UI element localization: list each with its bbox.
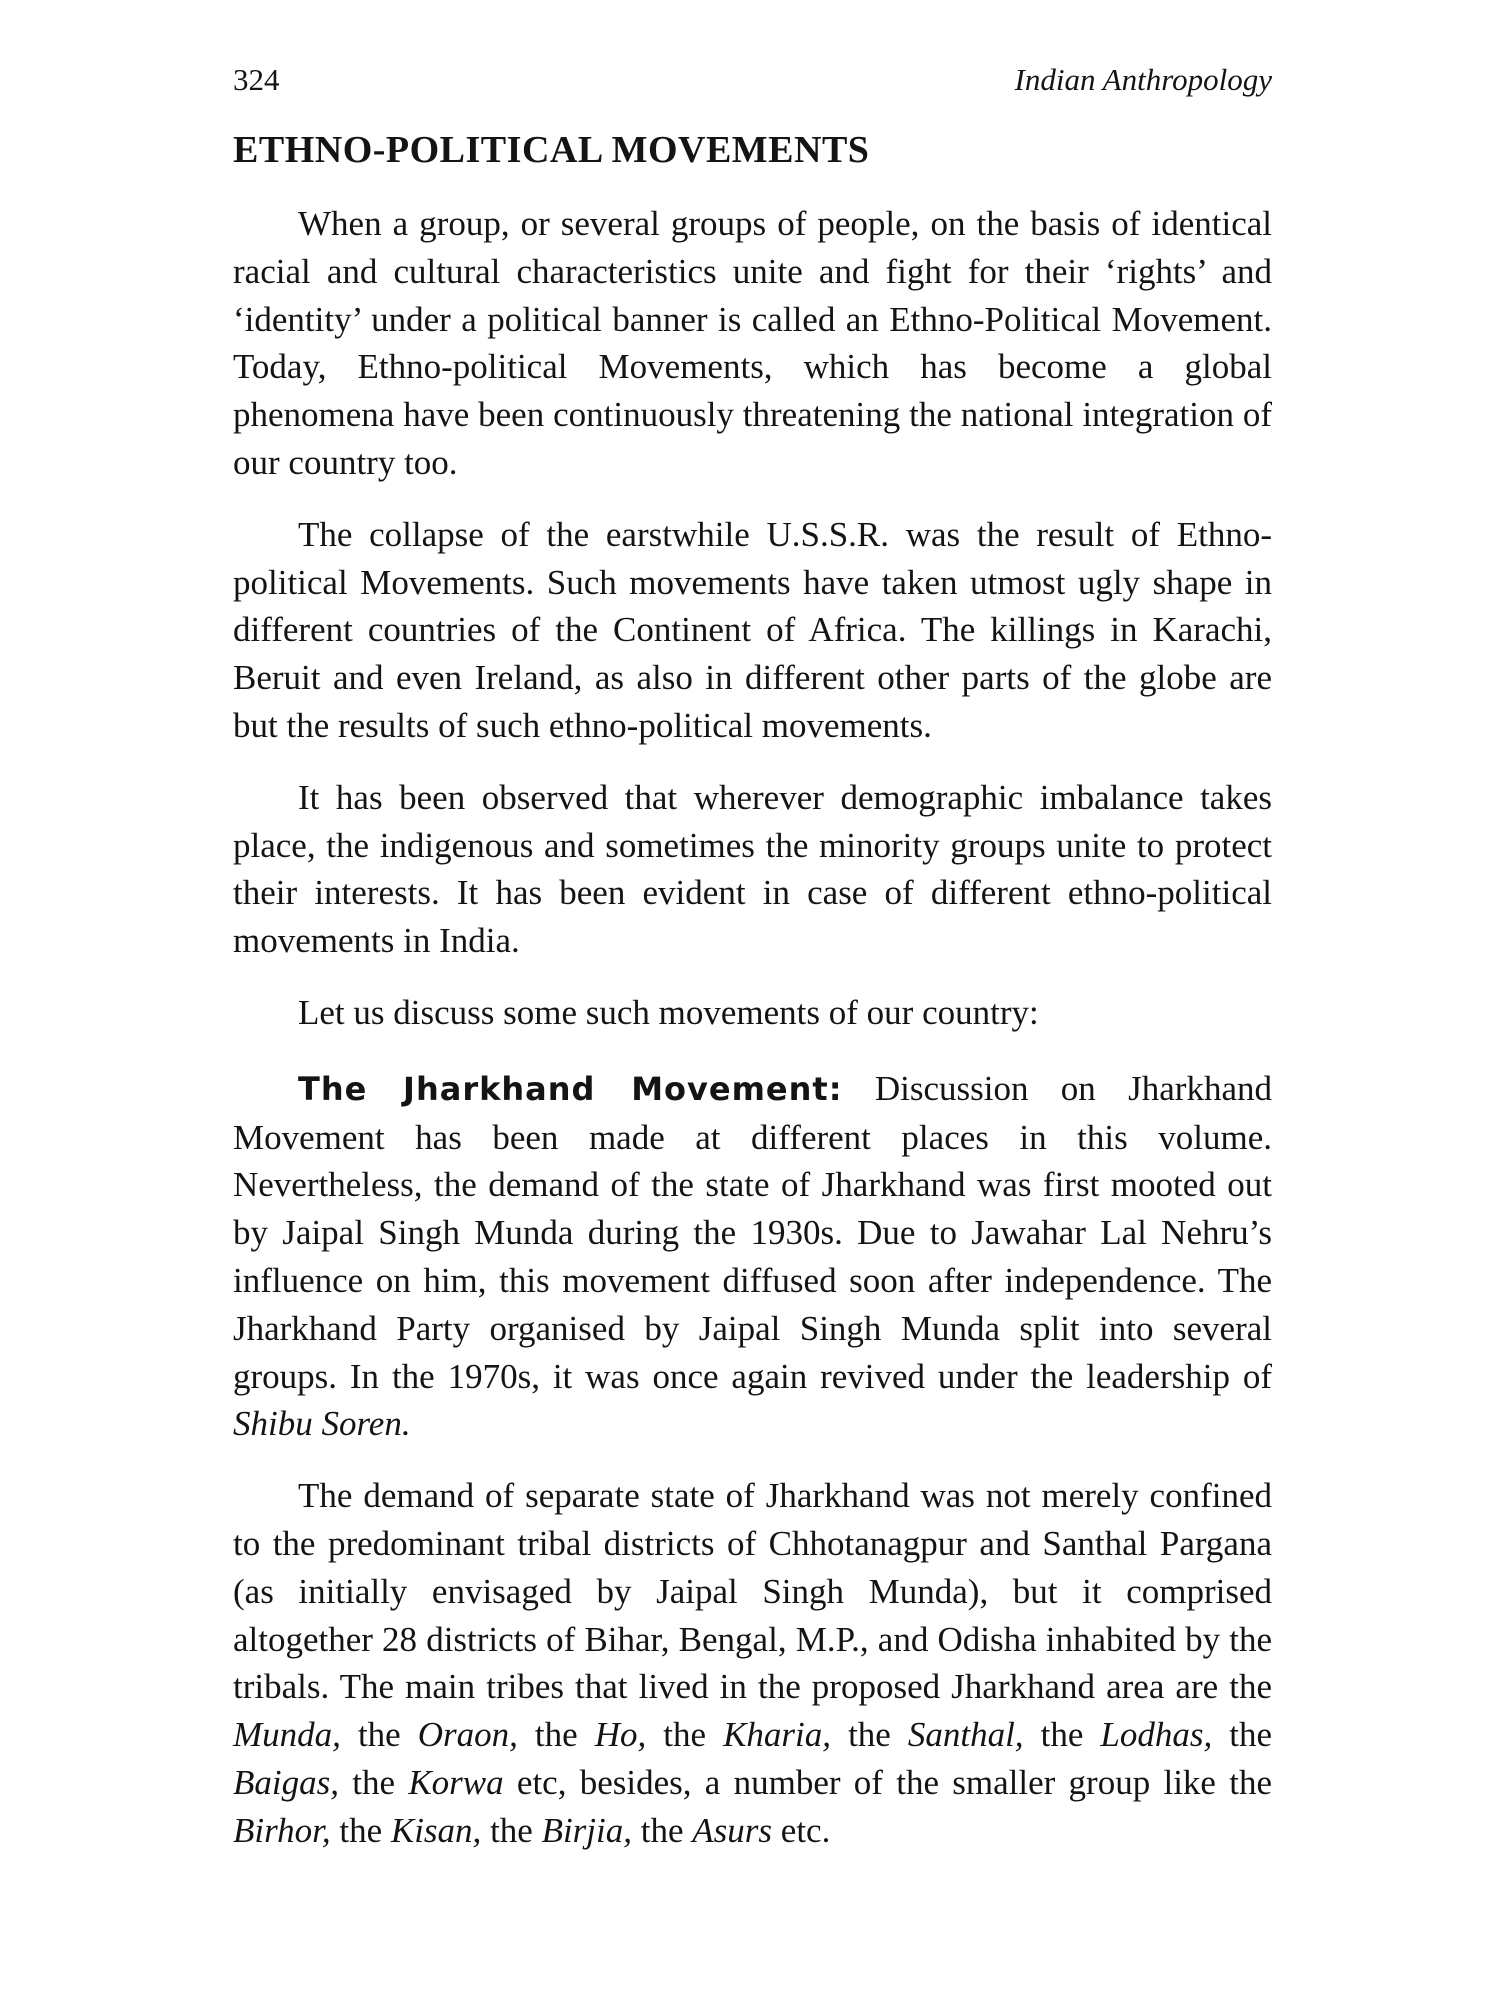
tribe-birhor: Birhor, — [233, 1810, 331, 1850]
paragraph-tribes — [233, 1472, 1272, 1854]
tribe-birjia: Birjia, — [541, 1810, 633, 1850]
jharkhand-text: Discussion on Jharkhand Movement has been made at different places in this volume. Nevertheless, the demand of the state of Jharkhand was first mooted out by Jaipal Singh Munda during the 1930s. Due to Jawahar Lal Nehru’s influence on him, this movement diffused soon after independence. The Jharkhand Party organised by Jaipal Singh Munda split into several groups. In the 1970s, it was once again revived under the leadership of — [233, 1068, 1272, 1396]
tribes-text-2: etc, besides, a number of the smaller group like the — [516, 1762, 1273, 1802]
article: the — [640, 1810, 684, 1850]
body-text — [233, 200, 1272, 1879]
paragraph-discuss: Let us discuss some such movements of our country: — [298, 992, 1039, 1032]
tribe-munda: Munda, — [233, 1715, 341, 1755]
paragraph-jharkhand — [233, 1065, 1272, 1448]
article: the — [357, 1715, 401, 1755]
tribe-santhal: Santhal, — [907, 1715, 1024, 1755]
tribe-asurs: Asurs — [692, 1810, 773, 1850]
page-number: 324 — [233, 62, 280, 97]
paragraph-ussr: The collapse of the earstwhile U.S.S.R. was the result of Ethno-political Movements. Such movements have taken utmost ugly shape in different countries of the Continent of Africa. The killings in Karachi, Beruit and even Ireland, as also in different other parts of the globe are but the results of such ethno-political movements. — [233, 514, 1272, 745]
article: the — [663, 1715, 707, 1755]
article: the — [1229, 1715, 1273, 1755]
article: the — [339, 1810, 383, 1850]
article: the — [490, 1810, 533, 1850]
tribe-korwa: Korwa — [408, 1762, 504, 1802]
tribe-ho: Ho, — [594, 1715, 647, 1755]
tribe-baigas: Baigas, — [233, 1762, 339, 1802]
tribe-kisan: Kisan, — [390, 1810, 482, 1850]
paragraph-definition: When a group, or several groups of people, on the basis of identical racial and cultural characteristics unite and fight for their ‘rights’ and ‘identity’ under a political banner is called an Ethno-Political Movement. Today, Ethno-political Movements, which has become a global phenomena have been continuously threatening the national integration of our country too. — [233, 204, 1272, 482]
tribe-lodhas: Lodhas, — [1100, 1715, 1213, 1755]
tribes-text-1: The demand of separate state of Jharkhand was not merely confined to the predominant tribal districts of Chhotanagpur and Santhal Pargana (as initially envisaged by Jaipal Singh Munda), but it comprised altogether 28 districts of Bihar, Bengal, M.P., and Odisha inhabited by the tribals. The main tribes that lived in the proposed Jharkhand area are the — [233, 1476, 1272, 1707]
leader-name: Shibu Soren. — [233, 1404, 411, 1444]
article: the — [848, 1715, 891, 1755]
tribes-text-3: etc. — [780, 1810, 831, 1850]
tribe-kharia: Kharia, — [723, 1715, 832, 1755]
book-title: Indian Anthropology — [1014, 62, 1272, 97]
article: the — [534, 1715, 578, 1755]
tribe-oraon: Oraon, — [417, 1715, 518, 1755]
running-head — [233, 62, 1272, 98]
article: the — [352, 1762, 396, 1802]
jharkhand-lead: The Jharkhand Movement: — [298, 1069, 843, 1108]
article: the — [1040, 1715, 1084, 1755]
section-heading: ETHNO-POLITICAL MOVEMENTS — [233, 129, 870, 171]
paragraph-demographic: It has been observed that wherever demographic imbalance takes place, the indigenous and sometimes the minority groups unite to protect their interests. It has been evident in case of different ethno-political movements in India. — [233, 777, 1272, 961]
